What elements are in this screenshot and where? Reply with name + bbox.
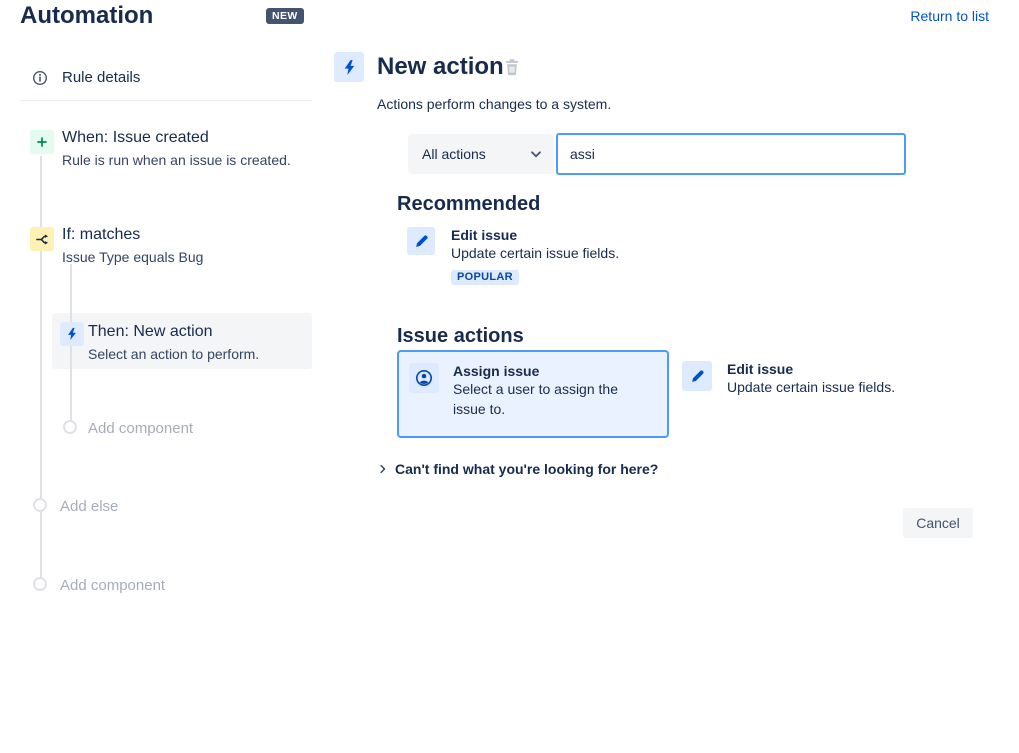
add-else-bullet-icon[interactable]: [33, 498, 47, 512]
cancel-button[interactable]: Cancel: [903, 508, 973, 538]
recommended-heading: Recommended: [397, 193, 541, 215]
edit-issue-card[interactable]: [682, 361, 962, 397]
page-title: Automation: [20, 2, 154, 29]
action-category-dropdown[interactable]: [408, 134, 554, 174]
lightning-icon: [65, 327, 79, 341]
panel-title: New action: [377, 53, 504, 80]
sidebar-item-rule-details[interactable]: [32, 69, 140, 86]
plus-icon: [35, 135, 49, 149]
rule-details-label: Rule details: [62, 69, 141, 86]
panel-description: Actions perform changes to a system.: [377, 96, 612, 112]
add-component-bullet-icon[interactable]: [33, 577, 47, 591]
action-search-input[interactable]: [556, 133, 906, 175]
action-card-title: Edit issue: [451, 227, 518, 243]
sidebar-item-add-component-nested[interactable]: Add component: [88, 420, 194, 437]
action-card-description: Select a user to assign the issue to.: [453, 381, 618, 417]
action-card-title: Assign issue: [453, 363, 540, 379]
dropdown-selected-value: All actions: [422, 146, 486, 162]
trigger-plus-icon[interactable]: [30, 130, 54, 154]
new-action-lightning-icon-box: [334, 52, 364, 82]
chevron-right-icon: [377, 463, 389, 475]
person-icon: [414, 368, 434, 388]
sidebar-item-then-title[interactable]: Then: New action: [88, 323, 213, 340]
sidebar-item-then-subtitle: Select an action to perform.: [88, 346, 260, 362]
new-badge: NEW: [266, 8, 304, 24]
chevron-down-icon: [528, 146, 544, 162]
delete-action-button[interactable]: [504, 58, 520, 76]
sidebar-item-add-component[interactable]: Add component: [60, 577, 166, 594]
condition-branch-icon[interactable]: [30, 227, 54, 251]
action-card-title: Edit issue: [727, 361, 794, 377]
popular-badge: POPULAR: [451, 270, 519, 285]
action-card-description: Update certain issue fields.: [451, 245, 620, 261]
pencil-icon: [414, 234, 429, 249]
pencil-icon: [690, 369, 705, 384]
sidebar-item-when-title[interactable]: When: Issue created: [62, 129, 209, 146]
issue-actions-heading: Issue actions: [397, 325, 524, 347]
pencil-icon-box: [682, 361, 712, 391]
cant-find-disclosure[interactable]: [377, 461, 658, 477]
sidebar-item-if-title[interactable]: If: matches: [62, 226, 141, 243]
sidebar-item-add-else[interactable]: Add else: [60, 498, 119, 515]
branch-icon: [35, 232, 50, 247]
connector-line-main: [40, 156, 42, 578]
lightning-icon: [341, 59, 358, 76]
return-to-list-link[interactable]: Return to list: [910, 8, 989, 24]
assign-issue-card-selected[interactable]: [397, 350, 669, 438]
sidebar-item-when-subtitle: Rule is run when an issue is created.: [62, 152, 291, 168]
person-icon-box: [409, 363, 439, 393]
action-card-description: Update certain issue fields.: [727, 379, 896, 395]
add-component-nested-bullet-icon[interactable]: [63, 420, 77, 434]
pencil-icon-box: [407, 227, 435, 255]
sidebar-item-if-subtitle: Issue Type equals Bug: [62, 249, 204, 265]
info-icon: [32, 70, 48, 86]
trash-icon: [504, 58, 520, 76]
recommended-edit-issue-card[interactable]: [407, 227, 687, 285]
then-lightning-icon-box[interactable]: [60, 322, 84, 346]
cant-find-label: Can't find what you're looking for here?: [395, 461, 659, 477]
sidebar-divider: [20, 100, 312, 101]
